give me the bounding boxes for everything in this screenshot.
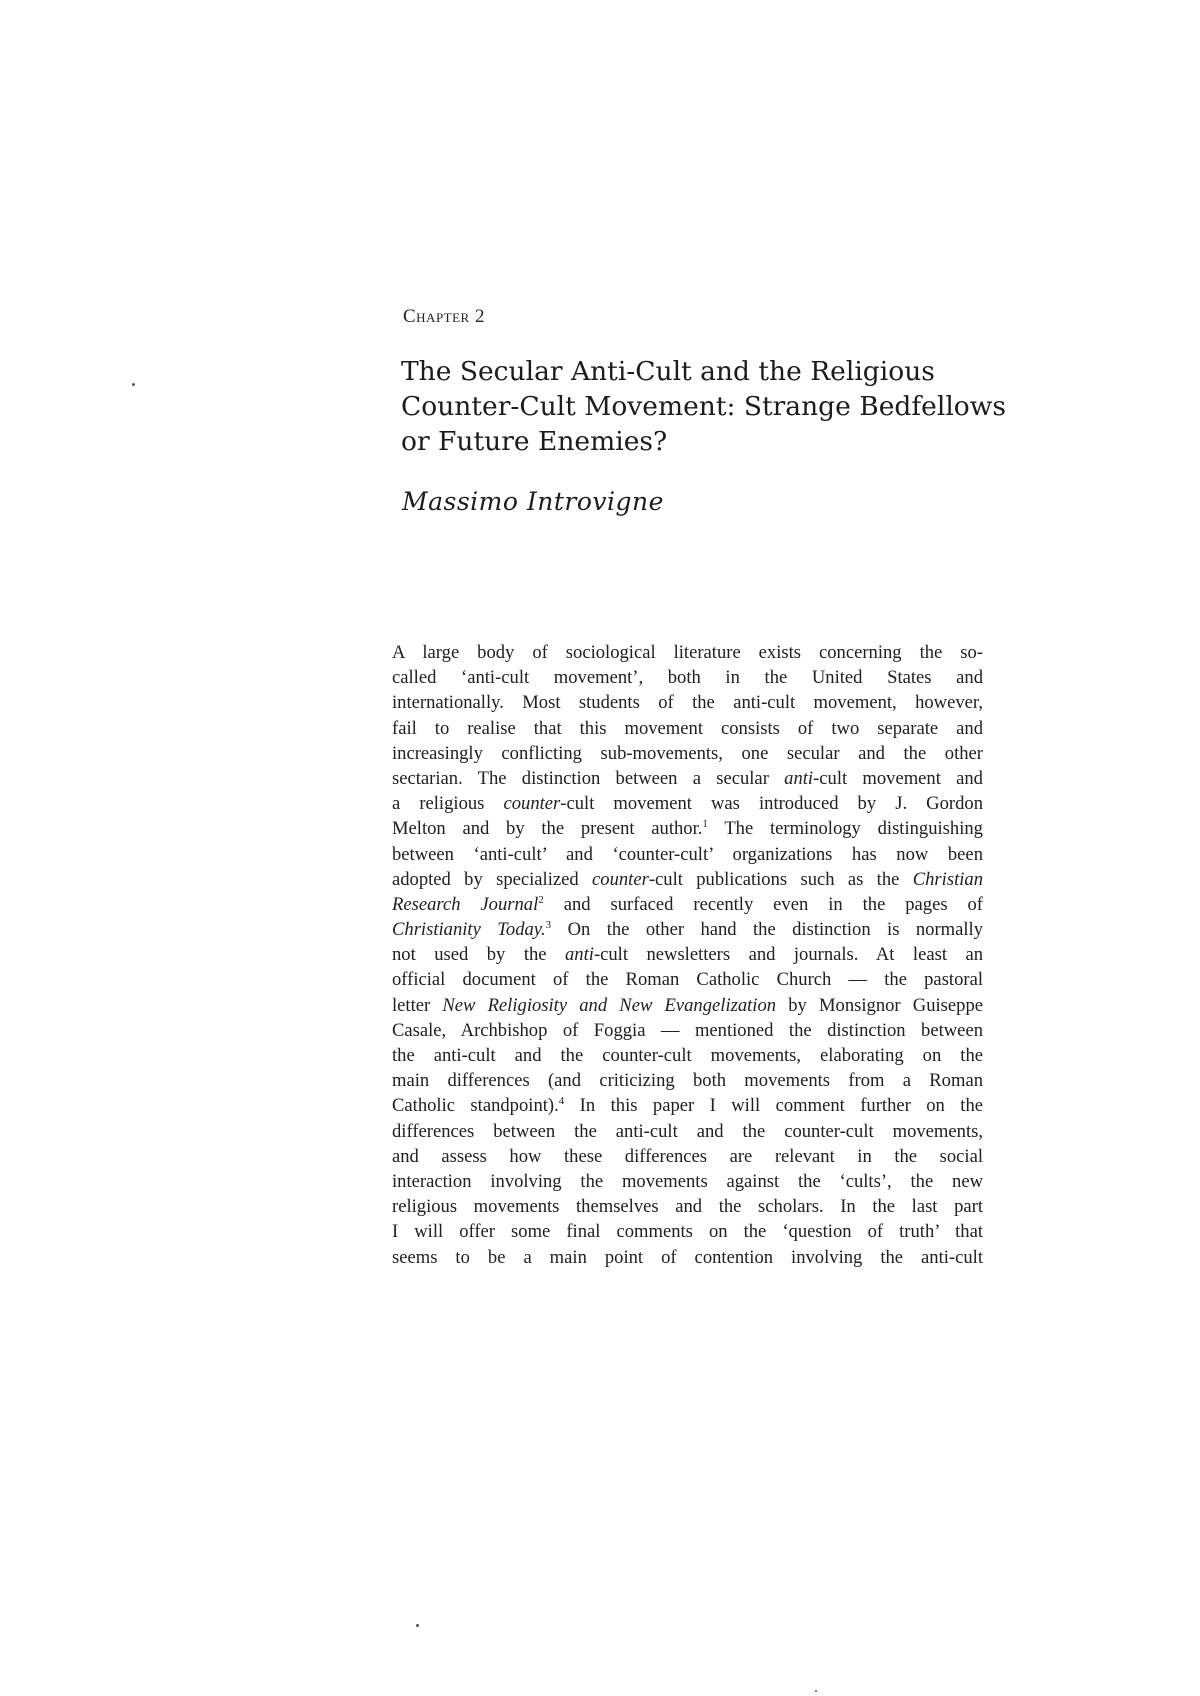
text-run: -cult movement was introduced by J. Gordon bbox=[560, 793, 983, 815]
text-run: sectarian. The distinction between a secular bbox=[392, 767, 785, 789]
text-run: adopted by specialized bbox=[392, 868, 593, 890]
text-run: and assess how these differences are relevant in the social bbox=[392, 1145, 983, 1167]
chapter-title-line: or Future Enemies? bbox=[401, 426, 668, 457]
italic-text: Christian bbox=[912, 868, 983, 890]
italic-text: Christianity Today. bbox=[392, 919, 546, 941]
text-line bbox=[392, 1144, 983, 1169]
text-run: seems to be a main point of contention involving the anti-cult bbox=[392, 1246, 983, 1268]
text-line bbox=[392, 1119, 983, 1144]
text-line bbox=[392, 1018, 983, 1043]
text-run: -cult publications such as the bbox=[648, 868, 913, 890]
text-line bbox=[392, 1068, 983, 1093]
chapter-title-line: Counter-Cult Movement: Strange Bedfellows bbox=[401, 391, 1007, 422]
text-run: I will offer some final comments on the ‘question of truth’ that bbox=[392, 1221, 983, 1243]
text-line bbox=[392, 1219, 983, 1244]
text-run: main differences (and criticizing both movements from a Roman bbox=[392, 1070, 983, 1092]
text-run: interaction involving the movements against the ‘cults’, the new bbox=[392, 1170, 983, 1192]
text-line bbox=[392, 967, 983, 992]
text-line bbox=[392, 690, 983, 715]
text-run: and surfaced recently even in the pages of bbox=[543, 893, 983, 915]
text-line bbox=[392, 993, 983, 1018]
text-run: In this paper I will comment further on the bbox=[564, 1095, 983, 1117]
text-run: religious movements themselves and the scholars. In the last part bbox=[392, 1196, 983, 1218]
text-run: differences between the anti-cult and the counter-cult movements, bbox=[392, 1120, 983, 1142]
text-line bbox=[392, 716, 983, 741]
text-run: -cult newsletters and journals. At least an bbox=[593, 944, 984, 966]
text-line bbox=[392, 766, 983, 791]
italic-text: New Religiosity and New Evangelization bbox=[442, 994, 777, 1016]
chapter-title bbox=[401, 354, 1021, 459]
footnote-ref: 1 bbox=[702, 818, 708, 831]
text-line bbox=[392, 741, 983, 766]
text-run: increasingly conflicting sub-movements, one secular and the other bbox=[392, 742, 983, 764]
text-run: between ‘anti-cult’ and ‘counter-cult’ organizations has now been bbox=[392, 843, 983, 865]
scan-speck bbox=[815, 1690, 817, 1692]
text-line bbox=[392, 1093, 983, 1118]
author-name: Massimo Introvigne bbox=[402, 487, 664, 516]
text-run: On the other hand the distinction is normally bbox=[551, 919, 983, 941]
text-line bbox=[392, 1245, 983, 1270]
text-run: Casale, Archbishop of Foggia — mentioned the distinction between bbox=[392, 1019, 983, 1041]
text-line bbox=[392, 917, 983, 942]
text-run: Catholic standpoint). bbox=[392, 1095, 559, 1117]
footnote-ref: 4 bbox=[558, 1095, 565, 1108]
body-paragraph bbox=[392, 640, 983, 1270]
text-line bbox=[392, 942, 983, 967]
text-run: A large body of sociological literature exists concerning the so- bbox=[392, 642, 983, 663]
footnote-ref: 3 bbox=[545, 918, 552, 931]
italic-text: Research Journal bbox=[392, 893, 539, 915]
scan-speck bbox=[416, 1624, 419, 1627]
text-line bbox=[392, 816, 983, 841]
text-run: letter bbox=[392, 994, 443, 1016]
text-run: called ‘anti-cult movement’, both in the United States and bbox=[392, 667, 983, 689]
text-line bbox=[392, 1043, 983, 1068]
text-line bbox=[392, 1194, 983, 1219]
scan-speck bbox=[132, 383, 135, 386]
italic-text: counter bbox=[592, 868, 649, 890]
text-run: a religious bbox=[392, 793, 504, 815]
text-run: fail to realise that this movement consists of two separate and bbox=[392, 717, 983, 739]
chapter-title-line: The Secular Anti-Cult and the Religious bbox=[401, 356, 935, 387]
footnote-ref: 2 bbox=[538, 893, 544, 906]
text-run: the anti-cult and the counter-cult movements, elaborating on the bbox=[392, 1045, 983, 1066]
text-line bbox=[392, 842, 983, 867]
chapter-label: Chapter 2 bbox=[403, 306, 485, 327]
text-line bbox=[392, 1169, 983, 1194]
italic-text: counter bbox=[503, 793, 561, 815]
text-line bbox=[392, 867, 983, 892]
italic-text: anti bbox=[784, 767, 814, 789]
text-run: internationally. Most students of the anti-cult movement, however, bbox=[392, 692, 983, 714]
text-line bbox=[392, 665, 983, 690]
italic-text: anti bbox=[565, 944, 594, 966]
text-line bbox=[392, 892, 983, 917]
text-run: official document of the Roman Catholic Church — the pastoral bbox=[392, 969, 983, 991]
text-run: by Monsignor Guiseppe bbox=[776, 994, 983, 1016]
text-run: Melton and by the present author. bbox=[392, 818, 703, 840]
text-line bbox=[392, 640, 983, 665]
text-run: not used by the bbox=[392, 944, 565, 966]
text-line bbox=[392, 791, 983, 816]
text-run: The terminology distinguishing bbox=[707, 818, 983, 840]
text-run: -cult movement and bbox=[813, 767, 983, 789]
